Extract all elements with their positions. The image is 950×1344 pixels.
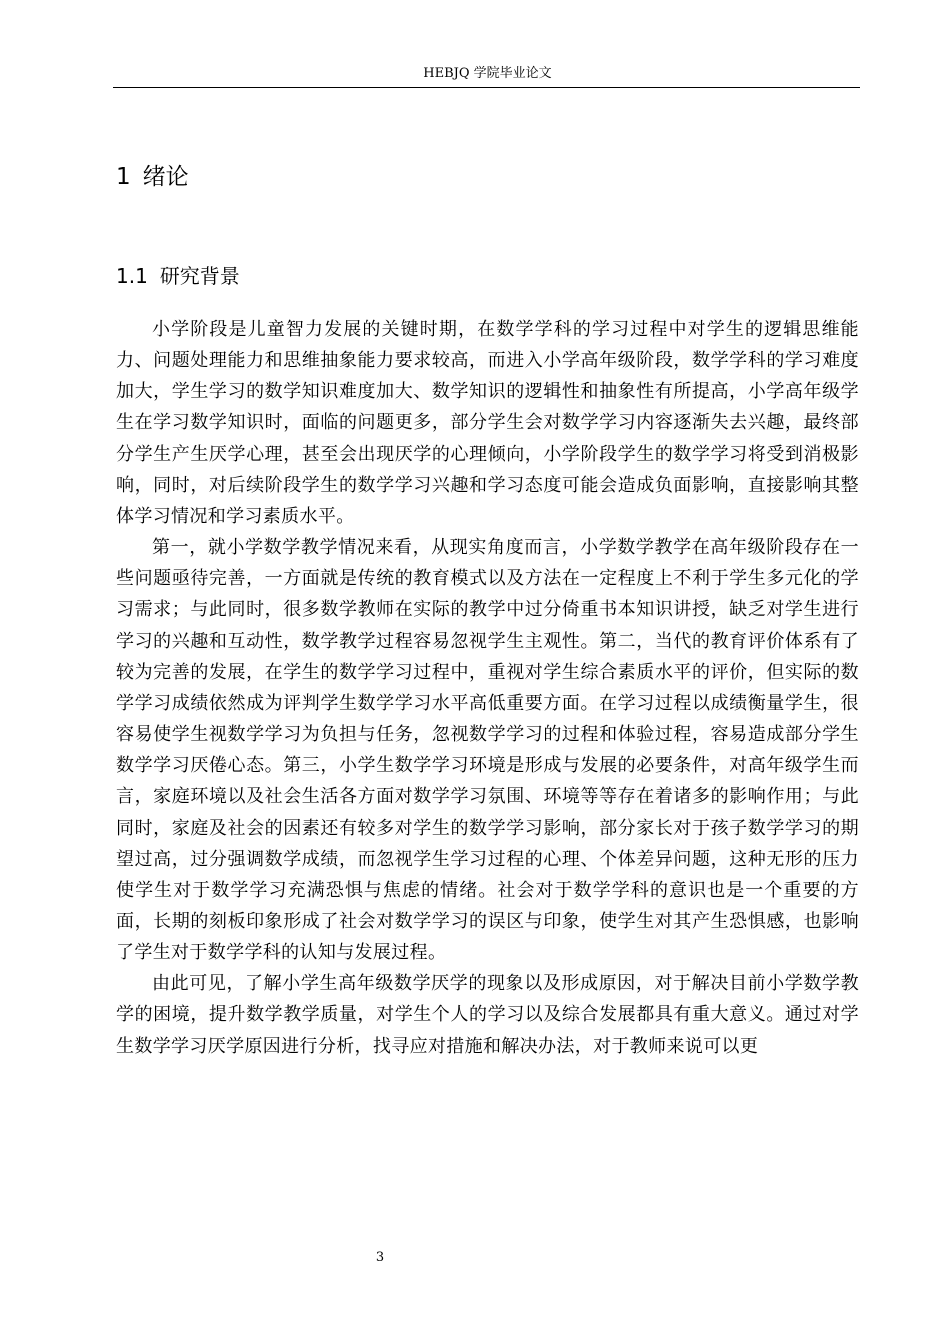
body-text [116, 314, 859, 1062]
section-number: 1.1 [116, 264, 148, 288]
section-title: 研究背景 [159, 264, 240, 288]
header-rule [113, 87, 860, 88]
chapter-number: 1 [116, 164, 131, 190]
page-number: 3 [375, 1250, 385, 1265]
chapter-title: 绪论 [142, 164, 189, 190]
section-heading [116, 260, 240, 292]
running-header: HEBJQ 学院毕业论文 [423, 66, 552, 81]
paragraph: 由此可见，了解小学生高年级数学厌学的现象以及形成原因，对于解决目前小学数学教学的困境，提升数学教学质量，对学生个人的学习以及综合发展都具有重大意义。通过对学生数学学习厌学原因进行分析，找寻应对措施和解决办法，对于教师来说可以更 [116, 973, 859, 1057]
chapter-heading [116, 160, 189, 194]
paragraph: 第一，就小学数学教学情况来看，从现实角度而言，小学数学教学在高年级阶段存在一些问题亟待完善，一方面就是传统的教育模式以及方法在一定程度上不利于学生多元化的学习需求；与此同时，很多数学教师在实际的教学中过分倚重书本知识讲授，缺乏对学生进行学习的兴趣和互动性，数学教学过程容易忽视学生主观性。第二，当代的教育评价体系有了较为完善的发展，在学生的数学学习过程中，重视对学生综合素质水平的评价，但实际的数学学习成绩依然成为评判学生数学学习水平高低重要方面。在学习过程以成绩衡量学生，很容易使学生视数学学习为负担与任务，忽视数学学习的过程和体验过程，容易造成部分学生数学学习厌倦心态。第三，小学生数学学习环境是形成与发展的必要条件，对高年级学生而言，家庭环境以及社会生活各方面对数学学习氛围、环境等等存在着诸多的影响作用；与此同时，家庭及社会的因素还有较多对学生的数学学习影响，部分家长对于孩子数学学习的期望过高，过分强调数学成绩，而忽视学生学习过程的心理、个体差异问题，这种无形的压力使学生对于数学学习充满恐惧与焦虑的情绪。社会对于数学学科的意识也是一个重要的方面，长期的刻板印象形成了社会对数学学习的误区与印象，使学生对其产生恐惧感，也影响了学生对于数学学科的认知与发展过程。 [116, 537, 859, 964]
paragraph: 小学阶段是儿童智力发展的关键时期，在数学学科的学习过程中对学生的逻辑思维能力、问题处理能力和思维抽象能力要求较高，而进入小学高年级阶段，数学学科的学习难度加大，学生学习的数学知识难度加大、数学知识的逻辑性和抽象性有所提高，小学高年级学生在学习数学知识时，面临的问题更多，部分学生会对数学学习内容逐渐失去兴趣，最终部分学生产生厌学心理，甚至会出现厌学的心理倾向，小学阶段学生的数学学习将受到消极影响，同时，对后续阶段学生的数学学习兴趣和学习态度可能会造成负面影响，直接影响其整体学习情况和学习素质水平。 [116, 319, 859, 527]
